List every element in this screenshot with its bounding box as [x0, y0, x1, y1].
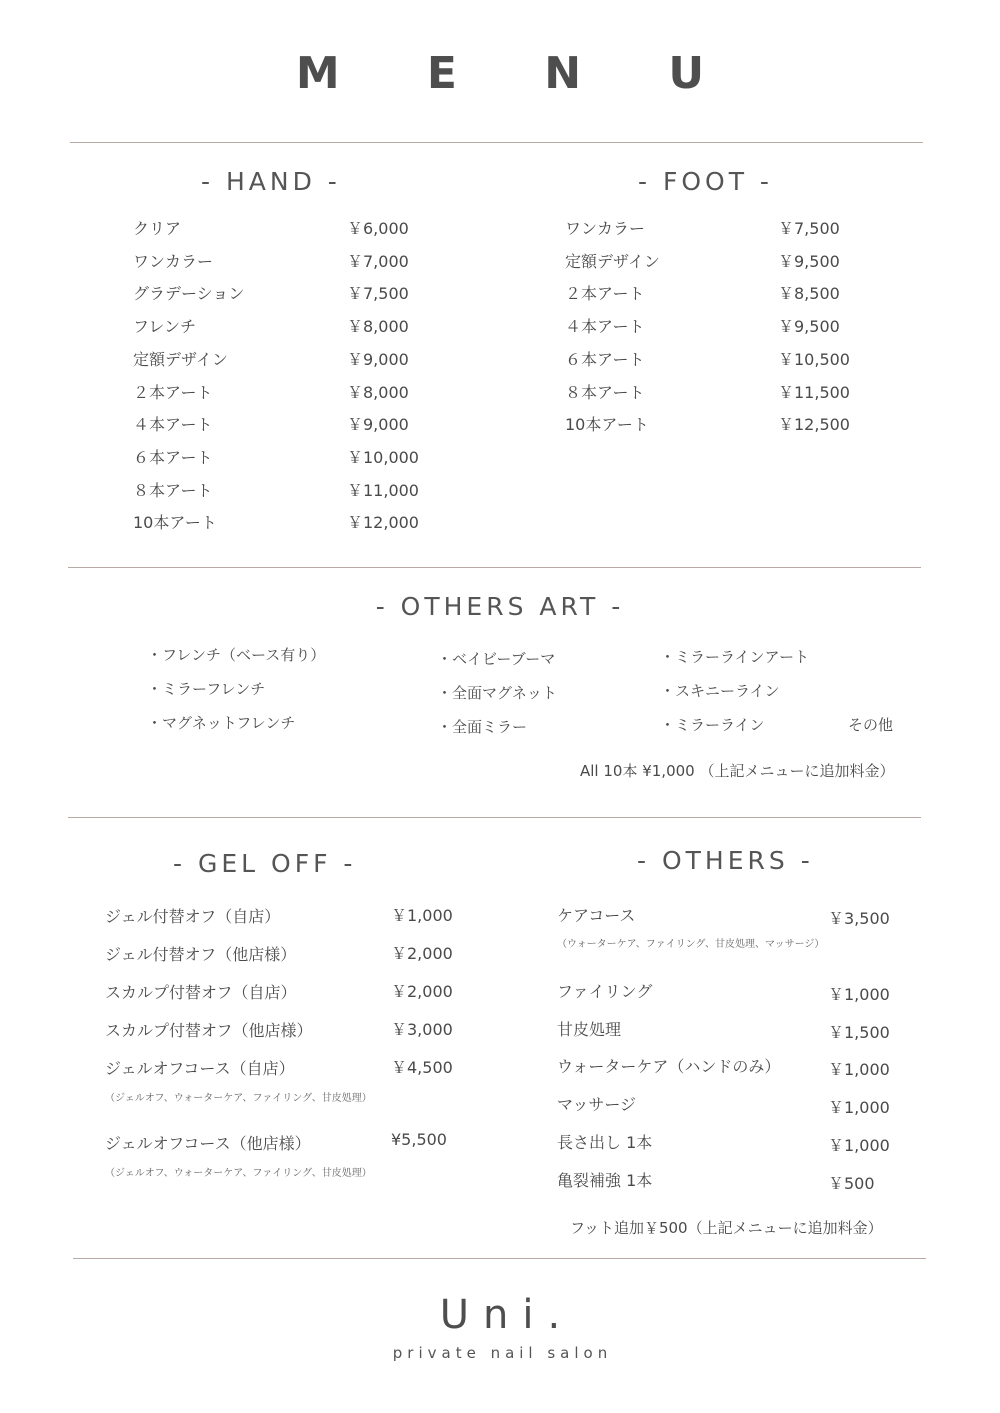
others-art-item: ・全面ミラー [437, 718, 528, 736]
foot-item-price: ￥10,500 [778, 349, 850, 369]
foot-item-price: ￥8,500 [778, 284, 840, 304]
others-art-price-note: All 10本 ¥1,000 （上記メニューに追加料金） [580, 762, 895, 780]
others-item-name: 長さ出し 1本 [557, 1133, 653, 1152]
hand-item-name: フレンチ [133, 317, 196, 337]
others-art-item: ・ベイビーブーマ [437, 650, 556, 668]
divider [73, 1258, 926, 1259]
foot-item-name: ６本アート [565, 349, 645, 369]
foot-item-name: ２本アート [565, 284, 645, 304]
others-item-name: マッサージ [557, 1095, 637, 1114]
others-item-price: ￥1,000 [828, 1098, 890, 1117]
foot-item-price: ￥9,500 [778, 251, 840, 271]
gel-off-item-price: ￥4,500 [391, 1058, 453, 1077]
hand-item-price: ￥9,000 [347, 415, 409, 435]
hand-item-name: ８本アート [133, 480, 213, 500]
foot-item-name: ４本アート [565, 317, 645, 337]
foot-item-price: ￥9,500 [778, 317, 840, 337]
gel-off-item-name: ジェル付替オフ（他店様） [105, 945, 297, 964]
hand-item-price: ￥9,000 [347, 349, 409, 369]
hand-item-name: ６本アート [133, 447, 213, 467]
others-item-price: ￥3,500 [828, 909, 890, 928]
hand-item-price: ￥12,000 [347, 513, 419, 533]
foot-item-name: 定額デザイン [565, 251, 660, 271]
gel-off-item-name: ジェル付替オフ（自店） [105, 907, 281, 926]
others-art-etc: その他 [848, 716, 894, 734]
foot-item-price: ￥11,500 [778, 382, 850, 402]
hand-item-name: クリア [133, 219, 182, 238]
page-title: M E N U [295, 48, 741, 99]
others-section-title: - OTHERS - [637, 846, 814, 875]
others-art-section-title: - OTHERS ART - [375, 592, 625, 621]
others-item-price: ￥1,000 [828, 985, 890, 1004]
salon-logo: Uni. [439, 1292, 575, 1338]
others-item-name: 甘皮処理 [557, 1020, 622, 1039]
foot-item-name: ８本アート [565, 382, 645, 402]
hand-item-price: ￥10,000 [347, 447, 419, 467]
gel-off-item-price: ¥5,500 [391, 1130, 447, 1149]
gel-off-item-price: ￥3,000 [391, 1020, 453, 1039]
gel-off-item-price: ￥1,000 [391, 906, 453, 925]
hand-item-price: ￥8,000 [347, 317, 409, 337]
hand-item-price: ￥6,000 [347, 219, 409, 238]
hand-section-title: - HAND - [201, 167, 341, 196]
others-art-item: ・全面マグネット [437, 684, 557, 702]
gel-off-section-title: - GEL OFF - [173, 849, 357, 878]
others-art-item: ・マグネットフレンチ [147, 714, 296, 732]
divider [68, 817, 921, 818]
hand-item-name: 10本アート [133, 513, 217, 533]
hand-item-name: 定額デザイン [133, 349, 228, 369]
others-art-item: ・フレンチ（ベース有り） [147, 646, 326, 664]
others-art-item: ・ミラーフレンチ [147, 680, 266, 698]
gel-off-item-note: （ジェルオフ、ウォーターケア、ファイリング、甘皮処理） [105, 1168, 372, 1179]
gel-off-item-name: ジェルオフコース（自店） [105, 1059, 295, 1078]
others-item-price: ￥1,000 [828, 1136, 890, 1155]
foot-addition-note: フット追加￥500（上記メニューに追加料金） [570, 1219, 883, 1237]
others-item-price: ￥1,000 [828, 1060, 890, 1079]
others-art-item: ・スキニーライン [660, 682, 780, 700]
gel-off-item-note: （ジェルオフ、ウォーターケア、ファイリング、甘皮処理） [105, 1093, 372, 1104]
hand-item-price: ￥7,000 [347, 251, 409, 271]
foot-item-name: 10本アート [565, 415, 649, 435]
gel-off-item-price: ￥2,000 [391, 944, 453, 963]
others-item-note: （ウォーターケア、ファイリング、甘皮処理、マッサージ） [557, 939, 825, 950]
hand-item-name: ４本アート [133, 415, 213, 435]
foot-item-price: ￥12,500 [778, 415, 850, 435]
others-item-price: ￥1,500 [828, 1023, 890, 1042]
divider [70, 142, 923, 143]
hand-item-price: ￥8,000 [347, 382, 409, 402]
hand-item-price: ￥11,000 [347, 480, 419, 500]
hand-item-name: ２本アート [133, 382, 213, 402]
others-art-item: ・ミラーライン [660, 716, 765, 734]
divider [68, 567, 921, 568]
hand-item-name: ワンカラー [133, 251, 214, 271]
others-item-price: ￥500 [828, 1174, 875, 1193]
gel-off-item-price: ￥2,000 [391, 982, 453, 1001]
foot-section-title: - FOOT - [638, 167, 773, 196]
others-item-name: 亀裂補強 1本 [557, 1171, 653, 1190]
others-item-name: ファイリング [557, 982, 653, 1001]
others-item-name: ウォーターケア（ハンドのみ） [557, 1057, 781, 1076]
salon-tagline: private nail salon [392, 1344, 613, 1362]
hand-item-name: グラデーション [133, 284, 245, 304]
foot-item-name: ワンカラー [565, 219, 646, 238]
foot-item-price: ￥7,500 [778, 219, 840, 238]
others-art-item: ・ミラーラインアート [660, 648, 810, 666]
hand-item-price: ￥7,500 [347, 284, 409, 304]
others-item-name: ケアコース [557, 906, 636, 925]
gel-off-item-name: スカルプ付替オフ（他店様） [105, 1021, 313, 1040]
gel-off-item-name: ジェルオフコース（他店様） [105, 1134, 311, 1153]
gel-off-item-name: スカルプ付替オフ（自店） [105, 983, 297, 1002]
